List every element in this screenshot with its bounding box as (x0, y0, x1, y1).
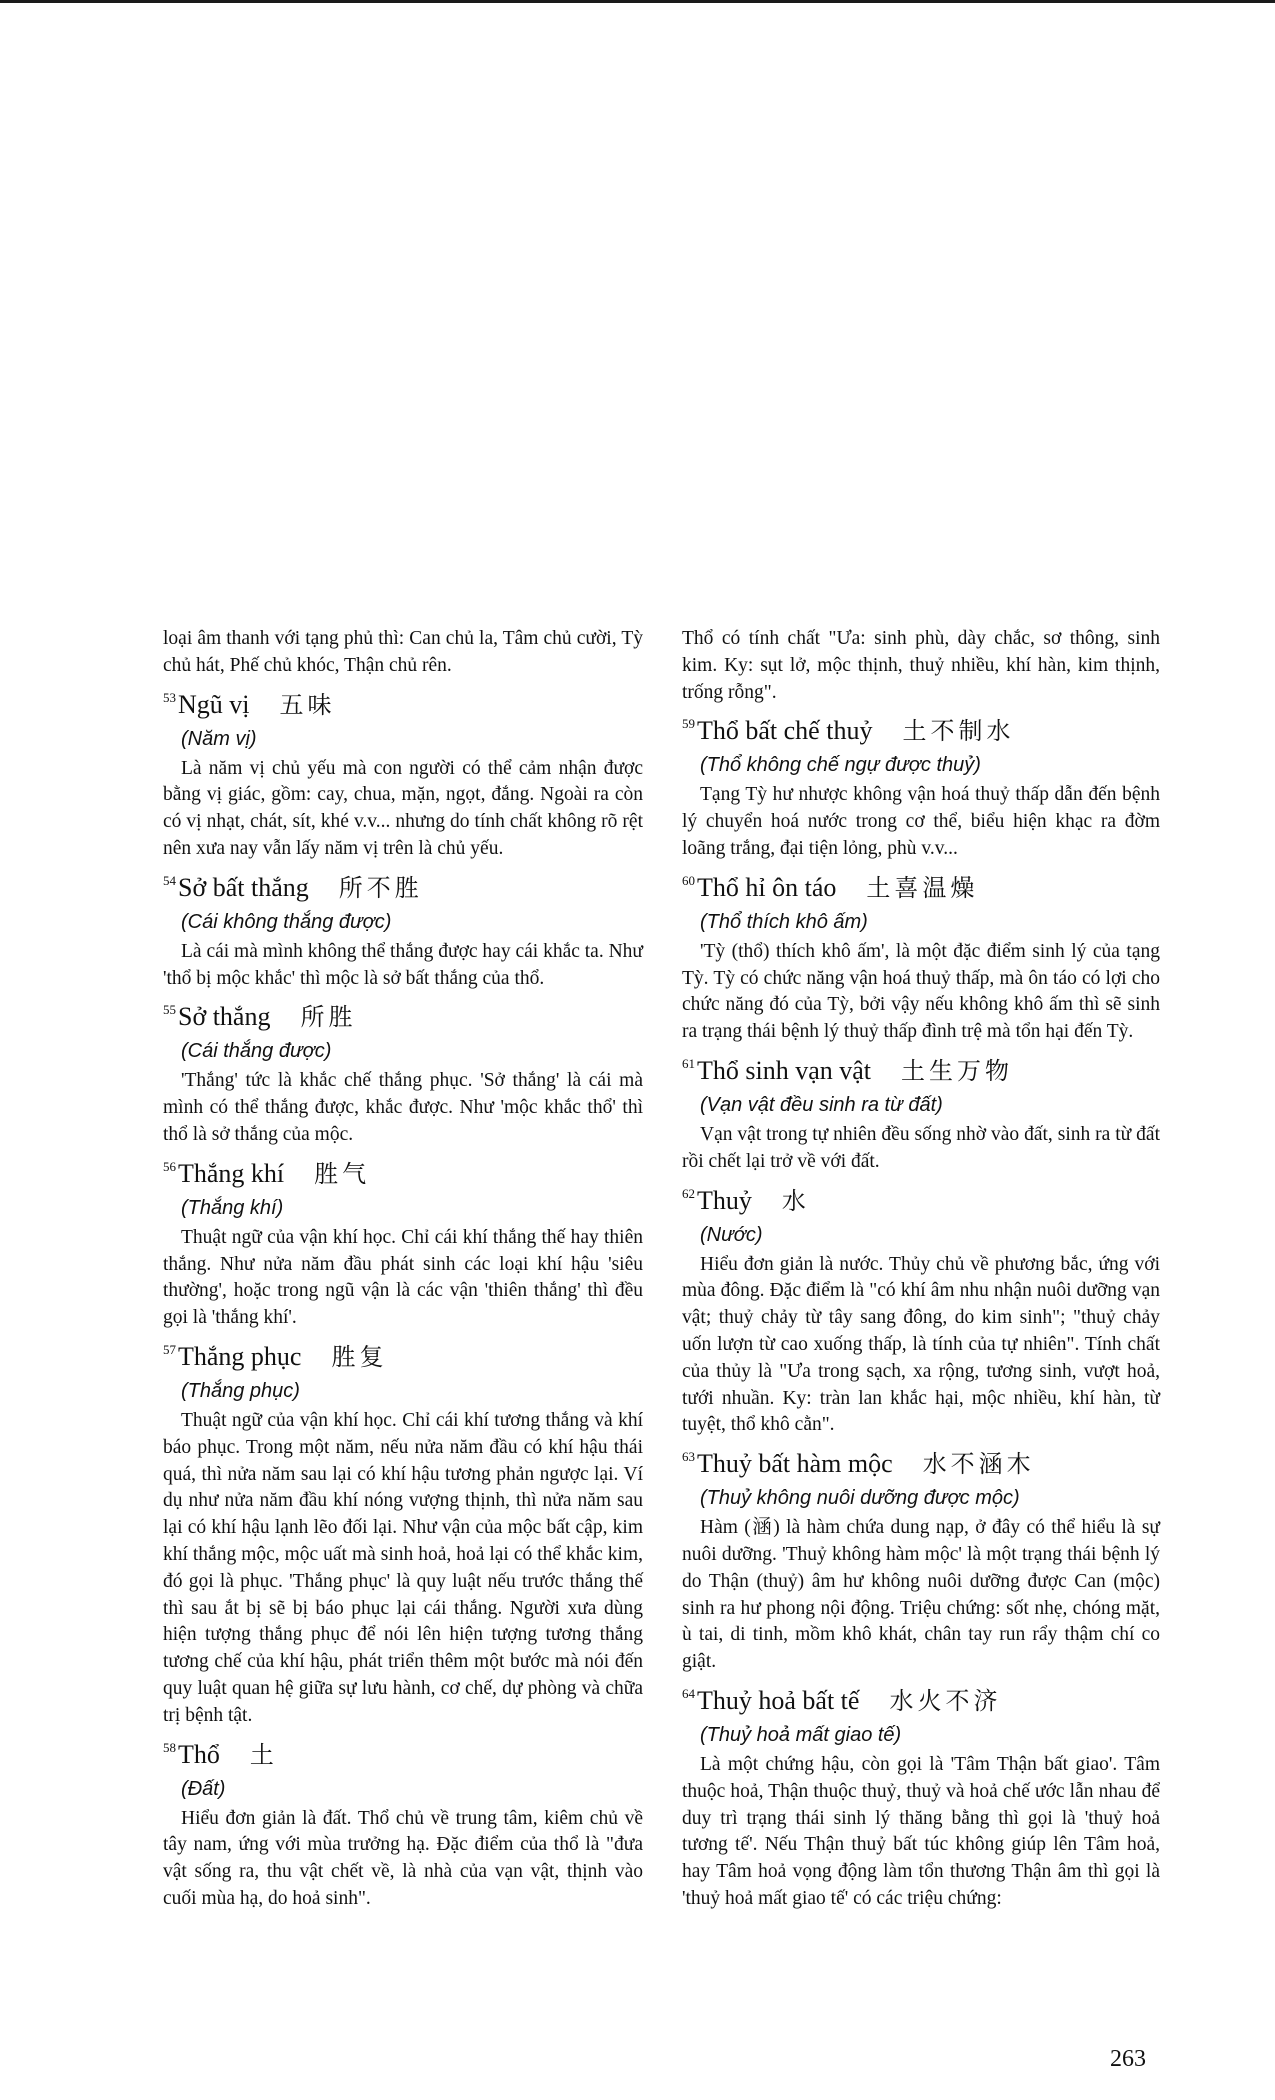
glossary-entry (682, 714, 1160, 862)
entry-subtitle: (Thuỷ hoả mất giao tế) (700, 1723, 902, 1746)
entry-number: 61 (682, 1055, 695, 1071)
entry-heading (163, 688, 643, 726)
entry-heading (682, 1184, 1160, 1222)
entry-subtitle: (Nước) (700, 1223, 763, 1246)
entry-subtitle: (Cái thắng được) (181, 1040, 332, 1063)
entry-heading (682, 1054, 1160, 1092)
entry-description: Vạn vật trong tự nhiên đều sống nhờ vào đất, sinh ra từ đất rồi chết lại trở về với đất. (682, 1123, 1160, 1172)
glossary-entry (682, 1184, 1160, 1440)
right-column (682, 626, 1160, 1913)
entry-term: Thắng phục (178, 1341, 302, 1371)
left-column (163, 626, 643, 1913)
right-entries (682, 714, 1160, 1912)
entry-chinese: 水不涵木 (922, 1450, 1035, 1479)
entry-term: Thổ (178, 1739, 220, 1769)
entry-description: Hiểu đơn giản là nước. Thủy chủ về phương bắc, ứng với mùa đông. Đặc điểm là "có khí âm nhu nhận nuôi dưỡng vạn vật; thuỷ chảy từ tây sang đông, do kim sinh"; "thuỷ chảy uốn lượn từ cao xuống thấp, là tính của tự nhiên". Tính chất của thủy là "Ưa trong sạch, xa rộng, tương sinh, vượt hoả, tưới nhuần. Ky: tràn lan khắc hại, mộc nhiều, khí hàn, từ tuyệt, thổ khô cằn". (682, 1253, 1160, 1436)
entry-heading (163, 871, 643, 909)
entry-number: 64 (682, 1685, 695, 1701)
entry-chinese: 土不制水 (902, 717, 1015, 746)
glossary-entry (163, 1340, 643, 1730)
entry-subtitle: (Thắng khí) (181, 1196, 284, 1219)
entry-chinese: 土喜温燥 (866, 873, 979, 902)
entry-heading (163, 1340, 643, 1378)
entry-term: Thuỷ bất hàm mộc (697, 1449, 893, 1479)
left-entries (163, 688, 643, 1913)
entry-description: Là năm vị chủ yếu mà con người có thể cảm nhận được bằng vị giác, gồm: cay, chua, mặn, ngọt, đắng. Ngoài ra còn có vị nhạt, chát, sít, khé v.v... nhưng do tính chất không rõ rệt nên xưa nay vẫn lấy năm vị trên là chủ yếu. (163, 757, 643, 859)
entry-term: Sở bất thắng (178, 872, 309, 902)
entry-heading (163, 1738, 643, 1776)
entry-number: 62 (682, 1185, 695, 1201)
entry-term: Thổ hỉ ôn táo (697, 872, 837, 902)
entry-subtitle: (Vạn vật đều sinh ra từ đất) (700, 1093, 943, 1116)
entry-number: 63 (682, 1449, 695, 1465)
entry-term: Thắng khí (178, 1158, 285, 1188)
entry-description: Thuật ngữ của vận khí học. Chỉ cái khí thắng thế hay thiên thắng. Như nửa năm đầu phát sinh các loại khí hậu 'siêu thường', hoặc trong ngũ vận là các vận 'thiên thắng' thì đều gọi là 'thắng khí'. (163, 1226, 643, 1329)
entry-number: 54 (163, 872, 176, 888)
entry-chinese: 水火不济 (889, 1686, 1002, 1715)
entry-description: 'Thắng' tức là khắc chế thắng phục. 'Sở thắng' là cái mà mình có thể thắng được, khắc được. Như 'mộc khắc thổ' thì thổ là sở thắng của mộc. (163, 1070, 643, 1145)
entry-term: Thuỷ (697, 1185, 752, 1215)
entry-description: Thuật ngữ của vận khí học. Chỉ cái khí tương thắng và khí báo phục. Trong một năm, nếu nửa năm đầu có khí hậu thái quá, thì nửa năm sau lại có khí hậu tương phản ngược lại. Ví dụ như nửa năm đầu khí nóng vượng thịnh, thì nửa năm sau lại có khí hậu lạnh lẽo đối lại. Như vận của mộc bất cập, kim khí thắng mộc, mộc uất mà sinh hoả, hoả lại có thể khắc kim, đó gọi là phục. 'Thắng phục' là quy luật nếu trước thắng thế thì sau ắt bị sẽ bị báo phục lại cái thắng. Người xưa dùng hiện tượng thắng phục để nói lên hiện tượng tương thắng tương chế của khí hậu, phát triển thêm một bước mà nói đến quy luật quan hệ giữa sự lưu hành, cơ chế, dự phòng và chữa trị bệnh tật. (163, 1409, 643, 1726)
glossary-entry (682, 1447, 1160, 1676)
glossary-entry (682, 1054, 1160, 1176)
entry-chinese: 土生万物 (901, 1056, 1014, 1085)
entry-heading (682, 1684, 1160, 1722)
glossary-entry (163, 1157, 643, 1332)
entry-heading (682, 871, 1160, 909)
entry-description: Hàm (涵) là hàm chứa dung nạp, ở đây có thể hiểu là sự nuôi dưỡng. 'Thuỷ không hàm mộc' là một trạng thái bệnh lý do Thận (thuỷ) âm hư không nuôi dưỡng được Can (mộc) sinh ra hư phong nội động. Triệu chứng: sốt nhẹ, chóng mặt, ù tai, di tinh, mồm khô khát, chân tay run rẩy thậm chí co giật. (682, 1517, 1160, 1673)
entry-number: 53 (163, 689, 176, 705)
entry-subtitle: (Đất) (181, 1777, 226, 1800)
glossary-entry (682, 1684, 1160, 1913)
entry-subtitle: (Thổ không chế ngự được thuỷ) (700, 754, 981, 777)
entry-chinese: 胜气 (314, 1159, 371, 1188)
entry-subtitle: (Thuỷ không nuôi dưỡng được mộc) (700, 1487, 1020, 1510)
entry-subtitle: (Thắng phục) (181, 1379, 300, 1402)
glossary-entry (163, 1000, 643, 1148)
entry-number: 55 (163, 1002, 176, 1018)
right-intro: Thổ có tính chất "Ưa: sinh phù, dày chắc, sơ thông, sinh kim. Ky: sụt lở, mộc thịnh, thuỷ nhiều, khí hàn, kim thịnh, trống rỗng". (682, 628, 1160, 703)
entry-number: 57 (163, 1341, 176, 1357)
page-number: 263 (1110, 2046, 1146, 2072)
entry-heading (163, 1157, 643, 1195)
entry-chinese: 所胜 (300, 1003, 357, 1032)
entry-description: 'Tỳ (thổ) thích khô ấm', là một đặc điểm sinh lý của tạng Tỳ. Tỳ có chức năng vận hoá thuỷ thấp, mà ôn táo có lợi cho chức năng đó của Tỳ, bởi vậy nếu không khô ấm thì sẽ sinh ra trạng thái bệnh lý thuỷ thấp đình trệ mà tổn hại đến Tỳ. (682, 940, 1160, 1043)
glossary-entry (163, 871, 643, 993)
entry-term: Thuỷ hoả bất tế (697, 1685, 860, 1715)
glossary-entry (163, 1738, 643, 1913)
glossary-entry (682, 871, 1160, 1046)
entry-term: Thổ sinh vạn vật (697, 1055, 872, 1085)
entry-chinese: 所不胜 (338, 873, 423, 902)
entry-term: Sở thắng (178, 1002, 271, 1032)
entry-number: 58 (163, 1739, 176, 1755)
entry-number: 59 (682, 716, 695, 732)
entry-subtitle: (Năm vị) (181, 727, 257, 750)
entry-heading (163, 1000, 643, 1038)
left-intro: loại âm thanh với tạng phủ thì: Can chủ la, Tâm chủ cười, Tỳ chủ hát, Phế chủ khóc, Thận chủ rên. (163, 628, 643, 676)
entry-description: Là một chứng hậu, còn gọi là 'Tâm Thận bất giao'. Tâm thuộc hoả, Thận thuộc thuỷ, thuỷ và hoả chế ước lẫn nhau để duy trì trạng thái sinh lý thăng bằng thì gọi là 'thuỷ hoả tương tế'. Nếu Thận thuỷ bất túc không giúp lên Tâm hoả, hay Tâm hoả vọng động làm tổn thương Thận âm thì gọi là 'thuỷ hoả mất giao tế' có các triệu chứng: (682, 1753, 1160, 1909)
entry-description: Tạng Tỳ hư nhược không vận hoá thuỷ thấp dẫn đến bệnh lý chuyển hoá nước trong cơ thể, biểu hiện khạc ra đờm loãng trắng, đại tiện lỏng, phù v.v... (682, 784, 1160, 859)
entry-heading (682, 714, 1160, 752)
top-border-line (0, 0, 1275, 3)
entry-subtitle: (Cái không thắng được) (181, 910, 392, 933)
entry-description: Hiểu đơn giản là đất. Thổ chủ về trung tâm, kiêm chủ về tây nam, ứng với mùa trưởng hạ. Đặc điểm của thổ là "đưa vật sống ra, thu vật chết về, là nhà của vạn vật, thịnh vào cuối mùa hạ, do hoả sinh". (163, 1807, 643, 1909)
entry-chinese: 五味 (279, 690, 336, 719)
entry-term: Thổ bất chế thuỷ (697, 716, 873, 746)
glossary-entry (163, 688, 643, 863)
entry-term: Ngũ vị (178, 689, 250, 719)
entry-chinese: 水 (781, 1186, 810, 1215)
entry-description: Là cái mà mình không thể thắng được hay cái khắc ta. Như 'thổ bị mộc khắc' thì mộc là sở bất thắng của thổ. (163, 940, 643, 989)
entry-subtitle: (Thổ thích khô ấm) (700, 910, 868, 933)
entry-heading (682, 1447, 1160, 1485)
entry-chinese: 胜复 (331, 1342, 388, 1371)
entry-chinese: 土 (249, 1740, 278, 1769)
entry-number: 60 (682, 872, 695, 888)
entry-number: 56 (163, 1158, 176, 1174)
